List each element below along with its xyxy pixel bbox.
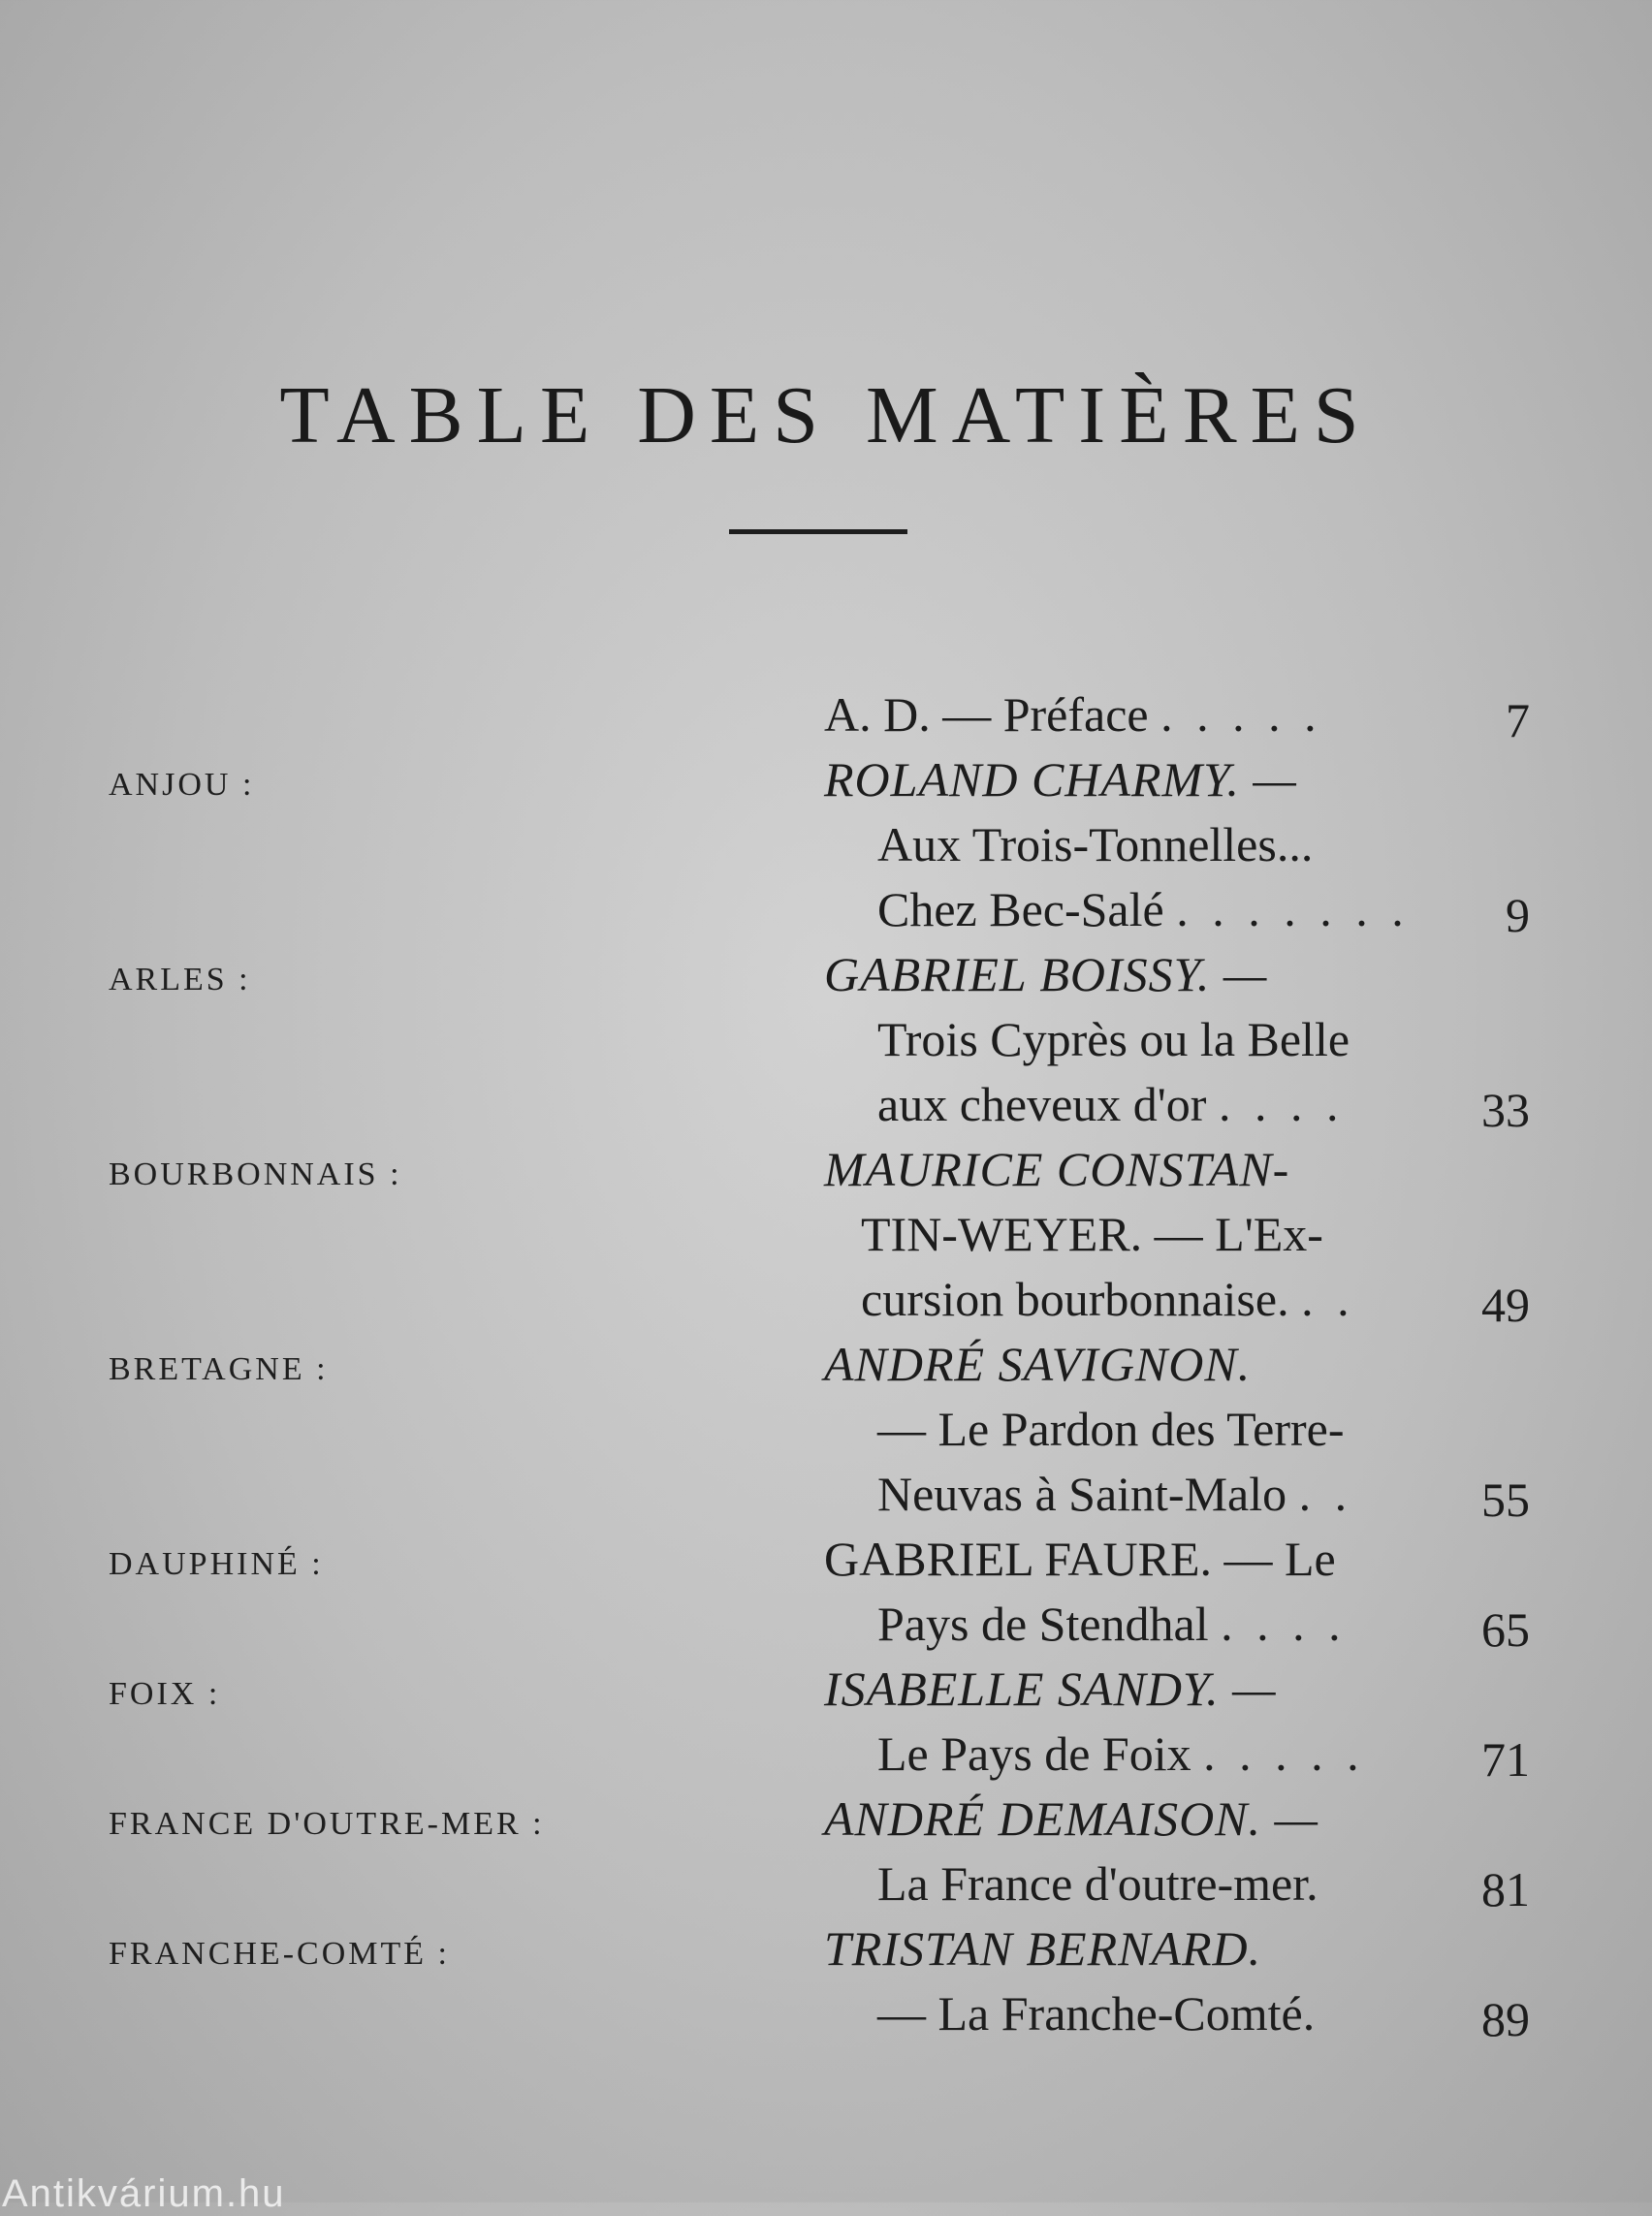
preface-title: A. D. — Préface	[824, 687, 1149, 742]
author-name: GABRIEL FAURE. — Le	[824, 1532, 1336, 1586]
region-label: ARLES :	[109, 962, 251, 997]
page-number: 7	[1506, 693, 1530, 747]
author-name: TRISTAN BERNARD.	[824, 1921, 1262, 1976]
toc-line	[0, 1722, 1652, 1787]
region-label: BOURBONNAIS :	[109, 1156, 402, 1192]
toc-line	[0, 877, 1652, 942]
leader-dots: . . . .	[1221, 1597, 1347, 1651]
toc-line	[0, 1072, 1652, 1137]
leader-dots: . .	[1298, 1467, 1353, 1521]
article-title-text: Pays de Stendhal	[877, 1597, 1209, 1651]
leader-dots: . . . .	[1218, 1077, 1345, 1131]
region-label: BRETAGNE :	[109, 1351, 329, 1387]
toc-line	[0, 1202, 1652, 1267]
page-number: 71	[1481, 1732, 1530, 1787]
toc-line	[0, 747, 1652, 812]
page-number: 33	[1481, 1083, 1530, 1137]
page-number: 89	[1481, 1992, 1530, 2046]
toc-line	[0, 1462, 1652, 1527]
toc-line	[0, 1267, 1652, 1332]
author-name: ROLAND CHARMY. —	[824, 752, 1297, 807]
region-label: DAUPHINÉ :	[109, 1546, 324, 1582]
title-rule	[729, 529, 907, 534]
toc-line	[0, 812, 1652, 877]
toc-line	[0, 1916, 1652, 1981]
article-title	[877, 1072, 1402, 1137]
author-name: ANDRÉ SAVIGNON.	[824, 1337, 1252, 1391]
article-title: — Le Pardon des Terre-	[877, 1402, 1345, 1456]
page-number: 81	[1481, 1862, 1530, 1916]
author-name: MAURICE CONSTAN-	[824, 1142, 1290, 1196]
toc-line	[0, 1332, 1652, 1397]
author-name-continued: TIN-WEYER. — L'Ex-	[861, 1207, 1323, 1261]
toc-line	[0, 942, 1652, 1007]
article-title: Aux Trois-Tonnelles...	[877, 817, 1314, 871]
toc-entry-text	[824, 682, 1402, 747]
region-label: FOIX :	[109, 1676, 221, 1712]
author-name: ISABELLE SANDY. —	[824, 1662, 1277, 1716]
article-title-text: Le Pays de Foix	[877, 1726, 1191, 1781]
toc-line	[0, 1852, 1652, 1916]
article-title-text: Chez Bec-Salé	[877, 882, 1164, 936]
toc-line	[0, 1981, 1652, 2046]
watermark: Antikvárium.hu	[2, 2172, 286, 2215]
article-title	[877, 1462, 1402, 1527]
article-title	[877, 1722, 1402, 1787]
toc-line	[0, 1397, 1652, 1462]
leader-dots: . . . . .	[1203, 1726, 1365, 1781]
article-title	[877, 1592, 1402, 1657]
leader-dots: . . . . .	[1160, 687, 1322, 742]
article-title	[861, 1267, 1402, 1332]
leader-dots: . . . . . . .	[1176, 882, 1410, 936]
page-title: TABLE DES MATIÈRES	[279, 370, 1373, 460]
region-label: FRANCHE-COMTÉ :	[109, 1936, 450, 1972]
toc-line	[0, 1007, 1652, 1072]
toc-line	[0, 682, 1652, 747]
article-title: Trois Cyprès ou la Belle	[877, 1012, 1350, 1066]
article-title	[877, 877, 1410, 942]
page-number: 55	[1481, 1472, 1530, 1527]
article-title-text: Neuvas à Saint-Malo	[877, 1467, 1287, 1521]
article-title-text: cursion bourbonnaise.	[861, 1272, 1289, 1326]
page-number: 49	[1481, 1278, 1530, 1332]
article-title: La France d'outre-mer.	[877, 1856, 1318, 1911]
leader-dots: . .	[1301, 1272, 1355, 1326]
table-of-contents	[0, 682, 1652, 2046]
author-name: GABRIEL BOISSY. —	[824, 947, 1268, 1001]
author-name: ANDRÉ DEMAISON. —	[824, 1791, 1318, 1846]
toc-line	[0, 1137, 1652, 1202]
toc-line	[0, 1592, 1652, 1657]
toc-line	[0, 1657, 1652, 1722]
toc-line	[0, 1787, 1652, 1852]
article-title: — La Franche-Comté.	[877, 1986, 1316, 2041]
article-title-text: aux cheveux d'or	[877, 1077, 1207, 1131]
page-number: 65	[1481, 1602, 1530, 1657]
region-label: ANJOU :	[109, 767, 255, 803]
toc-line	[0, 1527, 1652, 1592]
page-number: 9	[1506, 888, 1530, 942]
region-label: FRANCE D'OUTRE-MER :	[109, 1806, 545, 1842]
